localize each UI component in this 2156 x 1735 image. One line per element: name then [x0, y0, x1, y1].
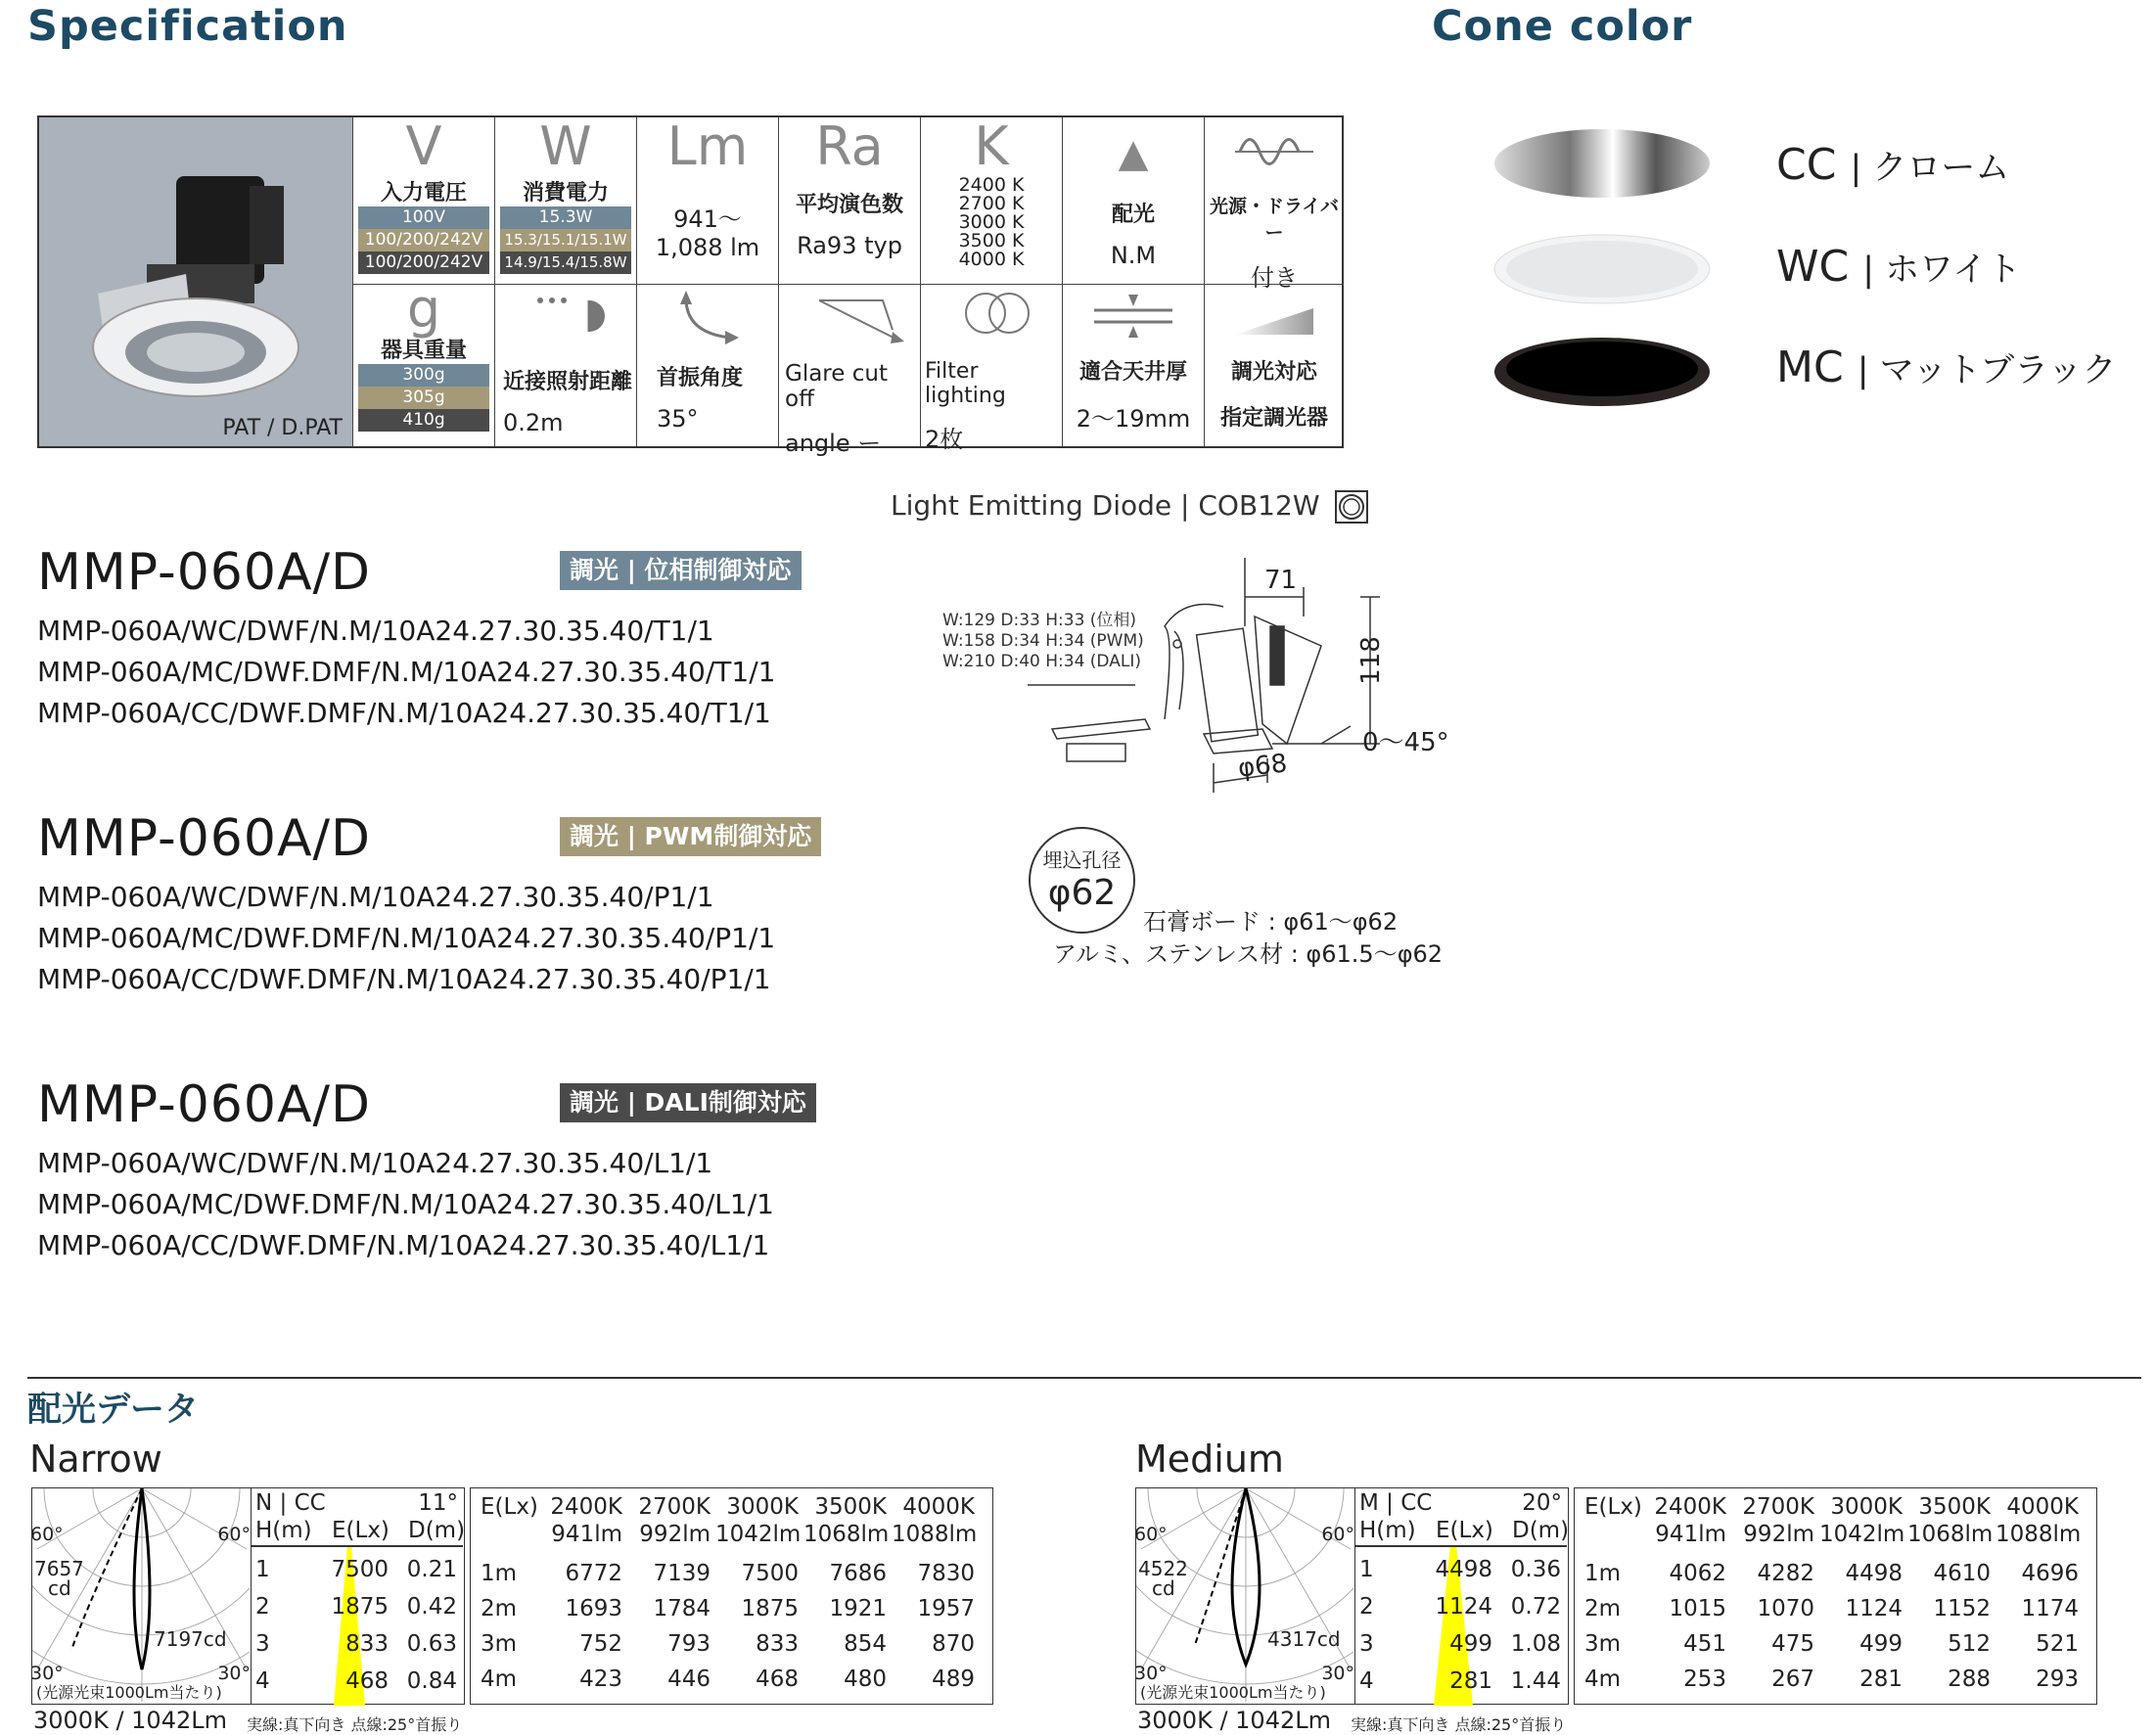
narrow-lux-subheader: 1068lm [803, 1522, 890, 1547]
medium-title: Medium [1135, 1438, 1284, 1481]
black-cone-inner [1506, 342, 1698, 396]
cone-cc [1776, 140, 2009, 190]
voltage-cell [352, 117, 494, 284]
medium-lux-cell: 1m [1584, 1561, 1622, 1586]
swing-value: 35° [657, 405, 699, 433]
narrow-height-cell: 0.84 [406, 1668, 457, 1694]
narrow-lux-cell: 833 [756, 1631, 799, 1657]
ceiling-value: 2〜19mm [1076, 405, 1191, 433]
medium-height-cell: 2 [1359, 1594, 1374, 1620]
medium-height-cell: 3 [1359, 1631, 1374, 1657]
divider [27, 1377, 2141, 1379]
dim-angle: 0〜45° [1362, 728, 1449, 757]
medium-60-right: 60° [1321, 1524, 1354, 1545]
narrow-lux-header: 3000K [726, 1494, 799, 1520]
ceiling-thickness-icon [1089, 291, 1177, 340]
narrow-height-cell: 1 [255, 1557, 270, 1582]
power-opt-1: 15.3W [500, 206, 631, 229]
model-code: MMP-060A/CC/DWF.DMF/N.M/10A24.27.30.35.40/L1/1 [37, 1229, 770, 1261]
cone-mc [1776, 342, 2116, 392]
power-cell [494, 117, 636, 284]
medium-type: M | CC [1359, 1490, 1433, 1516]
narrow-lux-cell: 1784 [653, 1596, 711, 1621]
medium-lux-cell: 281 [1859, 1667, 1903, 1692]
kelvin-2: 2700 K [958, 193, 1025, 214]
medium-lux-cell: 4498 [1845, 1561, 1903, 1586]
narrow-foot-note: 実線:真下向き 点線:25°首振り [247, 1715, 463, 1734]
narrow-lux-cell: 7500 [741, 1561, 799, 1586]
model-code: MMP-060A/CC/DWF.DMF/N.M/10A24.27.30.35.40/P1/1 [37, 963, 771, 995]
model-code: MMP-060A/MC/DWF.DMF/N.M/10A24.27.30.35.40/P1/1 [37, 922, 776, 954]
dim-note: W:129 D:33 H:33 (位相) [942, 611, 1137, 630]
narrow-lux-cell: 423 [579, 1667, 622, 1692]
kelvin-1: 2400 K [958, 174, 1025, 196]
hole-value: φ62 [1047, 873, 1117, 913]
narrow-lux-cell: 2m [481, 1596, 518, 1621]
wave-icon [1230, 127, 1318, 176]
power-label: 消費電力 [522, 181, 609, 205]
model-code: MMP-060A/CC/DWF.DMF/N.M/10A24.27.30.35.40/T1/1 [37, 697, 771, 729]
medium-lux-header: 2700K [1742, 1494, 1814, 1520]
dim-height: 118 [1355, 636, 1386, 685]
medium-height-cell: 1124 [1435, 1594, 1492, 1620]
model-codes-1 [37, 611, 775, 734]
narrow-lux-cell: 793 [667, 1631, 711, 1657]
model-code: MMP-060A/WC/DWF/N.M/10A24.27.30.35.40/P1/1 [37, 881, 714, 913]
narrow-height-cell: 1875 [331, 1594, 389, 1620]
medium-height-cell: 499 [1449, 1631, 1492, 1657]
medium-lux-table [1574, 1487, 2097, 1705]
medium-lux-cell: 2m [1584, 1596, 1622, 1621]
medium-height-cell: 281 [1449, 1668, 1492, 1694]
narrow-lux-cell: 480 [844, 1667, 887, 1692]
glare-cell [778, 284, 920, 457]
model-code: MMP-060A/MC/DWF.DMF/N.M/10A24.27.30.35.40/T1/1 [37, 656, 776, 688]
cone-wc [1776, 242, 2021, 292]
narrow-height-cell: 0.21 [406, 1557, 457, 1582]
weight-opt-3: 410g [358, 409, 489, 432]
narrow-lux-cell: 1957 [917, 1596, 975, 1621]
medium-60-left: 60° [1134, 1524, 1168, 1545]
medium-lux-cell: 475 [1771, 1631, 1814, 1657]
narrow-height-cell: 3 [255, 1631, 270, 1657]
narrow-lux-subheader: 941lm [551, 1522, 622, 1547]
narrow-30-right: 30° [217, 1663, 251, 1684]
dimming-icon [1230, 300, 1318, 340]
filter-label: Filter lighting [925, 359, 1006, 408]
spec-heading: Specification [27, 2, 348, 51]
medium-hdr-rule [1355, 1545, 1567, 1547]
narrow-height-cell: 7500 [331, 1557, 389, 1582]
narrow-lux-subheader: 1042lm [715, 1522, 802, 1547]
cone-wc-code: WC [1776, 242, 1850, 292]
weight-symbol: g [406, 278, 441, 340]
medium-lux-cell: 1070 [1757, 1596, 1814, 1621]
narrow-cd: 7657 [34, 1557, 84, 1580]
narrow-height-cell: 0.63 [406, 1631, 457, 1657]
lumen-symbol: Lm [666, 115, 749, 177]
model-title-2: MMP-060A/D [37, 809, 372, 868]
voltage-label: 入力電圧 [380, 181, 467, 205]
distribution-value: N.M [1110, 242, 1157, 269]
board-note: 石膏ボード : φ61〜φ62 [1143, 908, 1399, 936]
driver-cell [1204, 117, 1344, 292]
medium-lux-cell: 293 [2036, 1667, 2079, 1692]
medium-hdr-h: H(m) [1359, 1518, 1416, 1543]
medium-lux-subheader: 992lm [1743, 1522, 1814, 1547]
distribution-label: 配光 [1111, 203, 1155, 227]
filter-value: 2枚 [925, 426, 964, 453]
power-opt-3: 14.9/15.4/15.8W [500, 251, 631, 274]
medium-lux-header: 3000K [1830, 1494, 1903, 1520]
medium-lux-cell: 4696 [2021, 1561, 2079, 1586]
medium-lux-subheader: 1042lm [1819, 1522, 1905, 1547]
dim-note: W:210 D:40 H:34 (DALI) [942, 652, 1141, 671]
medium-30-right: 30° [1321, 1663, 1354, 1684]
medium-lux-header: 2400K [1654, 1494, 1726, 1520]
lumen-value-2: 1,088 lm [655, 234, 760, 261]
glare-value: angle ー [785, 430, 882, 457]
glare-cutoff-icon [814, 291, 912, 349]
distribution-cell [1062, 117, 1204, 284]
weight-opt-1: 300g [358, 364, 489, 387]
medium-angle: 20° [1522, 1490, 1562, 1516]
narrow-type: N | CC [255, 1490, 326, 1516]
triangle-icon: ▲ [1118, 131, 1149, 176]
dimming-cell [1204, 284, 1344, 446]
medium-lux-cell: 451 [1683, 1631, 1726, 1657]
filter-cell [920, 284, 1062, 453]
power-symbol: W [539, 115, 592, 177]
ceiling-cell [1062, 284, 1204, 446]
light-heading: 配光データ [27, 1391, 200, 1430]
medium-polar-note: (光源光束1000Lm当たり) [1140, 1683, 1326, 1702]
ra-cell [778, 117, 920, 284]
narrow-cd-unit: cd [48, 1576, 71, 1600]
weight-opt-2: 305g [358, 387, 489, 409]
medium-height-cell: 1 [1359, 1557, 1374, 1582]
model-title-3: MMP-060A/D [37, 1075, 372, 1134]
dimming-label: 調光対応 [1230, 360, 1317, 385]
weight-label: 器具重量 [380, 339, 467, 363]
narrow-height-cell: 0.42 [406, 1594, 457, 1620]
led-line [891, 489, 1369, 525]
medium-lux-subheader: 941lm [1655, 1522, 1726, 1547]
narrow-30-left: 30° [30, 1663, 64, 1684]
dim-note: W:158 D:34 H:34 (PWM) [942, 631, 1144, 651]
kelvin-5: 4000 K [958, 249, 1025, 270]
dim-diameter: φ68 [1236, 749, 1289, 784]
near-label: 近接照射距離 [503, 370, 633, 394]
model-badge-1: 調光 | 位相制御対応 [560, 551, 802, 590]
hole-label: 埋込孔径 [1042, 848, 1122, 872]
kelvin-cell [920, 117, 1062, 284]
narrow-lux-cell: 870 [932, 1631, 975, 1657]
white-cone-inner [1506, 241, 1698, 297]
dim-notes [942, 611, 1144, 672]
product-photo [39, 117, 352, 446]
narrow-lux-header: E(Lx) [481, 1494, 538, 1520]
cone-heading: Cone color [1432, 2, 1693, 51]
driver-label: 光源・ドライバー [1209, 196, 1340, 244]
narrow-hdr-e: E(Lx) [332, 1518, 390, 1543]
medium-lux-cell: 521 [2036, 1631, 2079, 1657]
narrow-lux-header: 2700K [638, 1494, 711, 1520]
swing-label: 首振角度 [657, 366, 744, 390]
voltage-opt-3: 100/200/242V [358, 251, 489, 274]
narrow-lux-cell: 7139 [653, 1561, 711, 1586]
medium-foot-note: 実線:真下向き 点線:25°首振り [1351, 1715, 1567, 1734]
narrow-lux-cell: 6772 [565, 1561, 622, 1586]
cone-swatches [1492, 122, 1727, 416]
narrow-height-cell: 4 [255, 1668, 270, 1694]
ra-symbol: Ra [815, 115, 884, 177]
model-code: MMP-060A/MC/DWF.DMF/N.M/10A24.27.30.35.40/L1/1 [37, 1188, 774, 1220]
medium-height-cell: 4498 [1435, 1557, 1492, 1582]
voltage-opt-1: 100V [358, 206, 489, 229]
medium-height-table [1354, 1487, 1569, 1705]
narrow-lux-cell: 1921 [829, 1596, 887, 1621]
narrow-lux-cell: 1693 [565, 1596, 622, 1621]
narrow-lux-cell: 7830 [917, 1561, 975, 1586]
lumen-value-1: 941〜 [673, 205, 742, 233]
medium-lux-cell: 253 [1683, 1667, 1726, 1692]
downlight-image [39, 117, 352, 446]
model-codes-2 [37, 877, 775, 1000]
cone-mc-name: | マットブラック [1857, 351, 2117, 390]
swing-cell [636, 284, 778, 446]
medium-lux-cell: 267 [1771, 1667, 1814, 1692]
dim-width: 71 [1264, 566, 1298, 595]
medium-lux-cell: 1015 [1669, 1596, 1726, 1621]
photo-caption: PAT / D.PAT [222, 416, 343, 440]
narrow-height-cell: 833 [345, 1631, 389, 1657]
medium-height-cell: 0.36 [1510, 1557, 1561, 1582]
narrow-hdr-rule [252, 1545, 463, 1547]
medium-polar-chart [1135, 1487, 1355, 1705]
led-text: Light Emitting Diode | COB12W [891, 489, 1320, 522]
cone-wc-name: | ホワイト [1862, 251, 2022, 290]
narrow-lux-subheader: 992lm [639, 1522, 711, 1547]
narrow-height-cell: 468 [345, 1668, 389, 1694]
medium-lux-cell: 512 [1948, 1631, 1991, 1657]
medium-lux-cell: 499 [1859, 1631, 1903, 1657]
model-codes-3 [37, 1143, 774, 1266]
kelvin-symbol: K [974, 115, 1009, 177]
cone-cc-code: CC [1776, 140, 1837, 190]
cob-icon [1334, 489, 1369, 525]
medium-lux-subheader: 1088lm [1995, 1522, 2082, 1547]
narrow-lux-cell: 1m [481, 1561, 518, 1586]
narrow-height-table [251, 1487, 465, 1705]
narrow-lux-subheader: 1088lm [892, 1522, 978, 1547]
ra-value: Ra93 typ [797, 232, 902, 259]
near-distance-icon [532, 291, 630, 340]
medium-lux-subheader: 1068lm [1907, 1522, 1994, 1547]
narrow-hdr-d: D(m) [408, 1518, 466, 1543]
medium-lux-cell: 288 [1948, 1667, 1991, 1692]
metal-note: アルミ、ステンレス材 : φ61.5〜φ62 [1053, 940, 1444, 968]
narrow-lux-header: 3500K [814, 1494, 887, 1520]
medium-hdr-e: E(Lx) [1436, 1518, 1493, 1543]
medium-height-cell: 1.08 [1510, 1631, 1561, 1657]
model-code: MMP-060A/WC/DWF/N.M/10A24.27.30.35.40/L1/1 [37, 1147, 713, 1179]
narrow-lux-cell: 4m [481, 1667, 518, 1692]
narrow-hdr-h: H(m) [255, 1518, 312, 1543]
model-badge-3: 調光 | DALI制御対応 [560, 1083, 816, 1122]
medium-lux-header: 4000K [2006, 1494, 2079, 1520]
medium-lux-header: 3500K [1918, 1494, 1991, 1520]
medium-lux-cell: 1124 [1845, 1596, 1903, 1621]
medium-lux-cell: 4610 [1933, 1561, 1991, 1586]
weight-cell [352, 278, 494, 446]
hole-circle [1029, 827, 1135, 934]
narrow-angle: 11° [418, 1490, 458, 1516]
narrow-60-left: 60° [30, 1524, 64, 1545]
model-code: MMP-060A/WC/DWF/N.M/10A24.27.30.35.40/T1/1 [37, 615, 714, 647]
narrow-lux-cell: 854 [844, 1631, 887, 1657]
narrow-lux-cell: 489 [932, 1667, 975, 1692]
medium-cd-unit: cd [1152, 1576, 1175, 1600]
near-cell [494, 284, 636, 446]
cone-cc-name: | クローム [1850, 149, 2010, 188]
model-badge-2: 調光 | PWM制御対応 [560, 817, 821, 856]
dimming-value: 指定調光器 [1219, 406, 1328, 431]
narrow-title: Narrow [29, 1438, 162, 1481]
chrome-cone [1494, 129, 1710, 198]
ra-label: 平均演色数 [795, 193, 903, 217]
narrow-lux-header: 2400K [550, 1494, 622, 1520]
voltage-opt-2: 100/200/242V [358, 229, 489, 251]
medium-cd25: 4317cd [1267, 1627, 1341, 1651]
driver-value: 付き [1251, 264, 1298, 292]
narrow-height-cell: 2 [255, 1594, 270, 1620]
narrow-lux-cell: 7686 [829, 1561, 887, 1586]
narrow-foot: 3000K / 1042Lm [33, 1707, 227, 1734]
voltage-symbol: V [405, 115, 442, 177]
swing-arrow-icon [676, 289, 745, 347]
medium-lux-cell: 4062 [1669, 1561, 1726, 1586]
narrow-lux-header: 4000K [902, 1494, 975, 1520]
medium-height-cell: 0.72 [1510, 1594, 1561, 1620]
medium-foot: 3000K / 1042Lm [1137, 1707, 1331, 1734]
kelvin-3: 3000 K [958, 211, 1025, 233]
narrow-60-right: 60° [217, 1524, 251, 1545]
spec-table [37, 115, 1344, 457]
medium-height-cell: 1.44 [1510, 1668, 1561, 1694]
narrow-lux-cell: 752 [579, 1631, 622, 1657]
narrow-lux-cell: 468 [756, 1667, 799, 1692]
medium-height-cell: 4 [1359, 1668, 1374, 1694]
medium-lux-cell: 1152 [1933, 1596, 1991, 1621]
narrow-lux-table [470, 1487, 993, 1705]
ceiling-label: 適合天井厚 [1078, 360, 1187, 385]
narrow-lux-cell: 3m [481, 1631, 518, 1657]
narrow-polar-chart [31, 1487, 252, 1705]
medium-lux-cell: 3m [1584, 1631, 1622, 1657]
medium-lux-cell: 1174 [2021, 1596, 2079, 1621]
lumen-cell [636, 117, 778, 284]
medium-lux-cell: 4282 [1757, 1561, 1814, 1586]
medium-30-left: 30° [1134, 1663, 1168, 1684]
cone-mc-code: MC [1776, 342, 1844, 392]
filter-icon [960, 289, 1038, 338]
medium-lux-cell: 4m [1584, 1667, 1622, 1692]
narrow-polar-note: (光源光束1000Lm当たり) [36, 1683, 222, 1702]
power-opt-2: 15.3/15.1/15.1W [500, 229, 631, 251]
glare-label: Glare cut off [785, 361, 888, 412]
narrow-cd25: 7197cd [154, 1627, 227, 1651]
kelvin-4: 3500 K [958, 230, 1025, 251]
medium-cd: 4522 [1138, 1557, 1188, 1580]
medium-hdr-d: D(m) [1512, 1518, 1570, 1543]
narrow-lux-cell: 446 [667, 1667, 711, 1692]
near-value: 0.2m [503, 409, 564, 436]
medium-lux-header: E(Lx) [1584, 1494, 1642, 1520]
narrow-lux-cell: 1875 [741, 1596, 799, 1621]
model-title-1: MMP-060A/D [37, 543, 372, 602]
